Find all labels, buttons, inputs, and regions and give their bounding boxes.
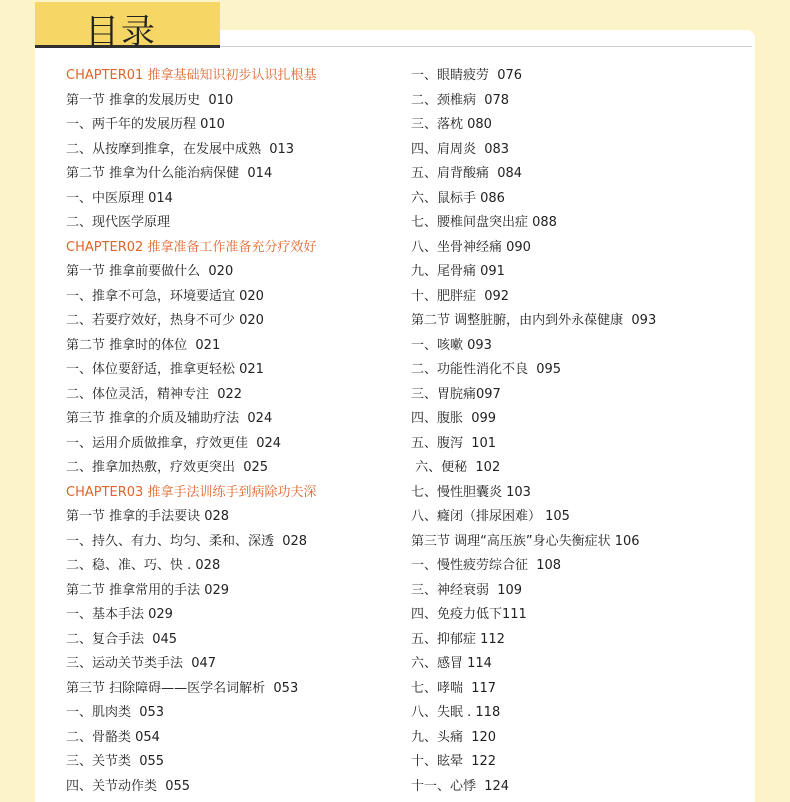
- page-title: 目录: [85, 12, 157, 52]
- toc-entry: 三、胃脘痛097: [411, 386, 501, 402]
- toc-entry: 十、眩晕 122: [411, 754, 497, 769]
- toc-entry: 二、推拿加热敷，疗效更突出 025: [66, 460, 269, 475]
- toc-entry: 一、两千年的发展历程 010: [66, 117, 225, 132]
- toc-entry: 九、头痛 120: [411, 729, 497, 745]
- toc-entry: 五、抑郁症 112: [411, 631, 505, 647]
- toc-chapter-heading: CHAPTER02 推拿准备工作准备充分疗效好: [66, 239, 317, 255]
- toc-chapter-heading: CHAPTER03 推拿手法训练手到病除功夫深: [66, 484, 317, 500]
- toc-entry: 七、哮喘 117: [411, 680, 497, 696]
- toc-entry: 二、若要疗效好，热身不可少 020: [66, 313, 264, 328]
- toc-entry: 一、持久、有力、均匀、柔和、深透 028: [66, 533, 308, 549]
- page-frame: [0, 0, 35, 802]
- toc-entry: 七、腰椎间盘突出症 088: [411, 215, 557, 230]
- toc-entry: 一、肌肉类 053: [66, 705, 165, 720]
- toc-entry: 二、稳、准、巧、快 . 028: [66, 558, 221, 573]
- toc-entry: 三、运动关节类手法 047: [66, 656, 217, 671]
- toc-left-column: [66, 64, 396, 799]
- toc-entry: 六、鼠标手 086: [411, 190, 505, 206]
- toc-entry: 八、癃闭（排尿困难） 105: [411, 509, 570, 524]
- toc-right-column: [411, 64, 741, 799]
- title-tab: [35, 2, 220, 52]
- toc-entry: 第二节 推拿为什么能治病保健 014: [66, 166, 273, 181]
- toc-entry: 第二节 推拿常用的手法 029: [66, 582, 230, 598]
- toc-entry: 第二节 推拿时的体位 021: [66, 337, 221, 353]
- toc-entry: 二、体位灵活，精神专注 022: [66, 386, 243, 402]
- toc-entry: 二、从按摩到推拿，在发展中成熟 013: [66, 141, 295, 157]
- title-divider: [220, 46, 752, 47]
- toc-entry: 二、功能性消化不良 095: [411, 362, 562, 377]
- toc-entry: 八、坐骨神经痛 090: [411, 239, 531, 255]
- toc-entry: 一、咳嗽 093: [411, 337, 492, 353]
- toc-entry: 七、慢性胆囊炎 103: [411, 484, 531, 500]
- toc-entry: 二、骨骼类 054: [66, 729, 160, 745]
- toc-entry: 一、体位要舒适，推拿更轻松 021: [66, 362, 264, 377]
- toc-entry: 第一节 推拿的手法要诀 028: [66, 509, 230, 524]
- toc-entry: 二、复合手法 045: [66, 631, 178, 647]
- toc-entry: 第二节 调整脏腑，由内到外永葆健康 093: [411, 313, 657, 328]
- toc-entry: 六、感冒 114: [411, 656, 492, 671]
- toc-entry: 八、失眠 . 118: [411, 705, 501, 720]
- toc-entry: 一、运用介质做推拿，疗效更佳 024: [66, 435, 282, 451]
- toc-entry: 二、颈椎病 078: [411, 92, 510, 108]
- toc-entry: 十一、心悸 124: [411, 778, 510, 794]
- toc-entry: 二、现代医学原理: [66, 215, 171, 230]
- toc-entry: 一、慢性疲劳综合征 108: [411, 558, 562, 573]
- toc-entry: 一、中医原理 014: [66, 190, 173, 206]
- toc-entry: 第一节 推拿的发展历史 010: [66, 92, 234, 108]
- toc-entry: 四、免疫力低下111: [411, 607, 527, 622]
- toc-chapter-heading: CHAPTER01 推拿基础知识初步认识扎根基: [66, 68, 317, 83]
- toc-entry: 六、便秘 102: [411, 460, 501, 475]
- toc-entry: 第三节 调理“高压族”身心失衡症状 106: [411, 533, 640, 549]
- toc-entry: 十、肥胖症 092: [411, 288, 510, 304]
- toc-entry: 一、眼睛疲劳 076: [411, 68, 523, 83]
- toc-entry: 一、基本手法 029: [66, 607, 173, 622]
- toc-entry: 三、关节类 055: [66, 754, 165, 769]
- toc-entry: 第三节 推拿的介质及辅助疗法 024: [66, 411, 273, 426]
- toc-entry: 三、落枕 080: [411, 117, 492, 132]
- toc-entry: 五、腹泻 101: [411, 435, 497, 451]
- toc-entry: 四、关节动作类 055: [66, 778, 191, 794]
- toc-entry: 第三节 扫除障碍——医学名词解析 053: [66, 680, 299, 696]
- toc-entry: 五、肩背酸痛 084: [411, 166, 523, 181]
- toc-entry: 一、推拿不可急，环境要适宜 020: [66, 288, 264, 304]
- toc-entry: 四、腹胀 099: [411, 411, 497, 426]
- toc-entry: 九、尾骨痛 091: [411, 264, 505, 279]
- toc-entry: 四、肩周炎 083: [411, 141, 510, 157]
- toc-entry: 三、神经衰弱 109: [411, 582, 523, 598]
- toc-entry: 第一节 推拿前要做什么 020: [66, 264, 234, 279]
